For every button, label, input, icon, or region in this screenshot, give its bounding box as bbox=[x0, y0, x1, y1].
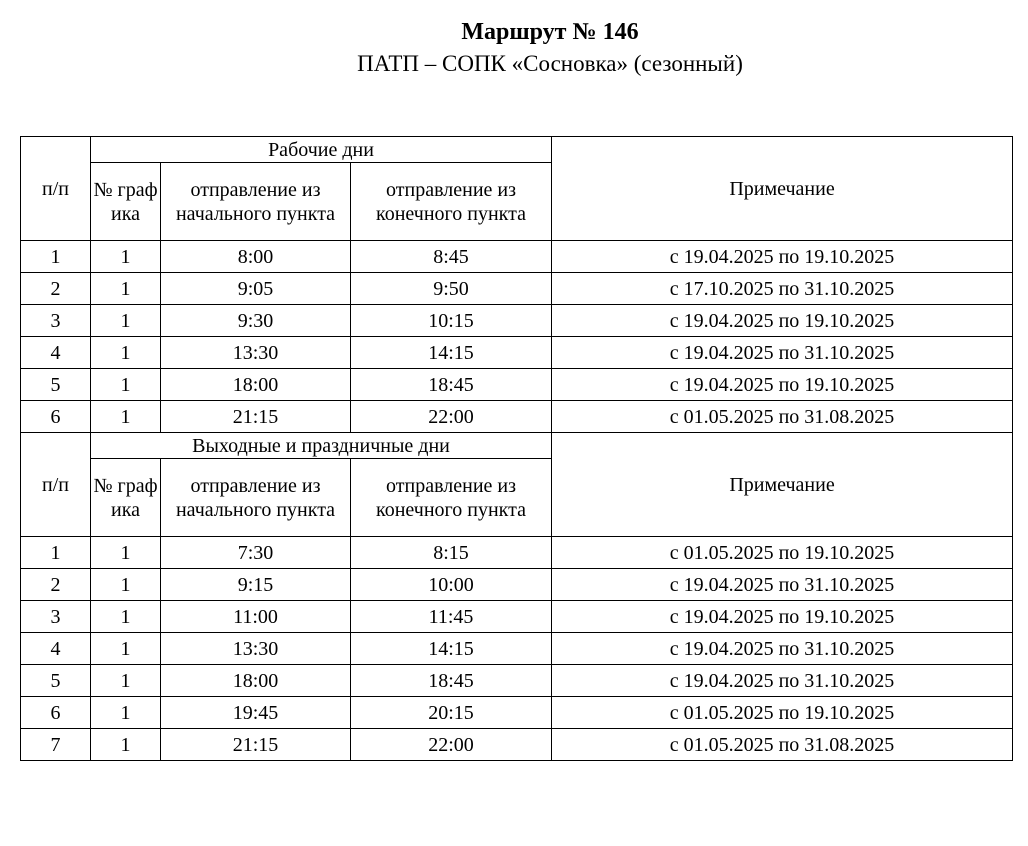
cell-schedule-no: 1 bbox=[91, 569, 161, 601]
cell-depart-start: 7:30 bbox=[161, 537, 351, 569]
schedule-table bbox=[20, 136, 1013, 761]
cell-schedule-no: 1 bbox=[91, 633, 161, 665]
table-row bbox=[21, 401, 1013, 433]
table-row bbox=[21, 369, 1013, 401]
cell-schedule-no: 1 bbox=[91, 697, 161, 729]
table-row bbox=[21, 305, 1013, 337]
cell-number: 4 bbox=[21, 337, 91, 369]
cell-number: 5 bbox=[21, 665, 91, 697]
cell-depart-end: 14:15 bbox=[351, 337, 552, 369]
cell-number: 6 bbox=[21, 697, 91, 729]
cell-number: 3 bbox=[21, 601, 91, 633]
table-row bbox=[21, 273, 1013, 305]
cell-depart-start: 9:15 bbox=[161, 569, 351, 601]
table-row bbox=[21, 697, 1013, 729]
cell-schedule-no: 1 bbox=[91, 241, 161, 273]
cell-schedule-no: 1 bbox=[91, 305, 161, 337]
cell-depart-end: 18:45 bbox=[351, 665, 552, 697]
cell-schedule-no: 1 bbox=[91, 273, 161, 305]
cell-schedule-no: 1 bbox=[91, 537, 161, 569]
cell-number: 5 bbox=[21, 369, 91, 401]
column-header-depart-start: отправление из начального пункта bbox=[161, 459, 351, 537]
cell-note: с 19.04.2025 по 31.10.2025 bbox=[552, 569, 1013, 601]
cell-depart-start: 11:00 bbox=[161, 601, 351, 633]
cell-note: с 19.04.2025 по 19.10.2025 bbox=[552, 241, 1013, 273]
cell-number: 2 bbox=[21, 273, 91, 305]
cell-depart-end: 8:45 bbox=[351, 241, 552, 273]
cell-depart-start: 13:30 bbox=[161, 337, 351, 369]
cell-schedule-no: 1 bbox=[91, 337, 161, 369]
cell-depart-start: 21:15 bbox=[161, 401, 351, 433]
section-title: Рабочие дни bbox=[91, 137, 552, 163]
cell-note: с 01.05.2025 по 19.10.2025 bbox=[552, 537, 1013, 569]
table-row bbox=[21, 633, 1013, 665]
cell-depart-end: 8:15 bbox=[351, 537, 552, 569]
column-header-schedule-no: № граф ика bbox=[91, 163, 161, 241]
column-header-pp: п/п bbox=[21, 137, 91, 241]
page-subtitle: ПАТП – СОПК «Сосновка» (сезонный) bbox=[357, 51, 743, 76]
section-title: Выходные и праздничные дни bbox=[91, 433, 552, 459]
cell-note: с 19.04.2025 по 31.10.2025 bbox=[552, 337, 1013, 369]
cell-schedule-no: 1 bbox=[91, 401, 161, 433]
cell-depart-end: 22:00 bbox=[351, 729, 552, 761]
column-header-pp: п/п bbox=[21, 433, 91, 537]
column-header-depart-end: отправление из конечного пункта bbox=[351, 163, 552, 241]
table-row bbox=[21, 337, 1013, 369]
cell-depart-start: 9:30 bbox=[161, 305, 351, 337]
cell-depart-end: 20:15 bbox=[351, 697, 552, 729]
cell-depart-start: 9:05 bbox=[161, 273, 351, 305]
cell-number: 2 bbox=[21, 569, 91, 601]
cell-depart-start: 21:15 bbox=[161, 729, 351, 761]
cell-depart-end: 18:45 bbox=[351, 369, 552, 401]
cell-number: 1 bbox=[21, 537, 91, 569]
cell-note: с 01.05.2025 по 19.10.2025 bbox=[552, 697, 1013, 729]
cell-note: с 19.04.2025 по 19.10.2025 bbox=[552, 305, 1013, 337]
table-row bbox=[21, 601, 1013, 633]
cell-depart-end: 22:00 bbox=[351, 401, 552, 433]
cell-note: с 19.04.2025 по 19.10.2025 bbox=[552, 601, 1013, 633]
table-row bbox=[21, 241, 1013, 273]
cell-depart-end: 11:45 bbox=[351, 601, 552, 633]
table-row bbox=[21, 537, 1013, 569]
cell-note: с 19.04.2025 по 31.10.2025 bbox=[552, 665, 1013, 697]
cell-note: с 19.04.2025 по 19.10.2025 bbox=[552, 369, 1013, 401]
column-header-note: Примечание bbox=[552, 137, 1013, 241]
cell-depart-end: 9:50 bbox=[351, 273, 552, 305]
column-header-schedule-no: № граф ика bbox=[91, 459, 161, 537]
table-row bbox=[21, 569, 1013, 601]
cell-depart-end: 14:15 bbox=[351, 633, 552, 665]
cell-number: 3 bbox=[21, 305, 91, 337]
column-header-depart-start: отправление из начального пункта bbox=[161, 163, 351, 241]
page-title: Маршрут № 146 bbox=[461, 19, 639, 45]
cell-depart-start: 18:00 bbox=[161, 369, 351, 401]
table-row bbox=[21, 665, 1013, 697]
cell-note: с 01.05.2025 по 31.08.2025 bbox=[552, 401, 1013, 433]
cell-note: с 17.10.2025 по 31.10.2025 bbox=[552, 273, 1013, 305]
cell-depart-end: 10:00 bbox=[351, 569, 552, 601]
cell-number: 4 bbox=[21, 633, 91, 665]
column-header-note: Примечание bbox=[552, 433, 1013, 537]
cell-note: с 19.04.2025 по 31.10.2025 bbox=[552, 633, 1013, 665]
cell-depart-start: 19:45 bbox=[161, 697, 351, 729]
column-header-depart-end: отправление из конечного пункта bbox=[351, 459, 552, 537]
section-header-row bbox=[21, 433, 1013, 459]
cell-schedule-no: 1 bbox=[91, 369, 161, 401]
cell-schedule-no: 1 bbox=[91, 601, 161, 633]
cell-depart-start: 13:30 bbox=[161, 633, 351, 665]
cell-depart-end: 10:15 bbox=[351, 305, 552, 337]
table-row bbox=[21, 729, 1013, 761]
cell-number: 7 bbox=[21, 729, 91, 761]
cell-depart-start: 8:00 bbox=[161, 241, 351, 273]
cell-depart-start: 18:00 bbox=[161, 665, 351, 697]
schedule-body bbox=[21, 137, 1013, 761]
cell-schedule-no: 1 bbox=[91, 665, 161, 697]
cell-number: 1 bbox=[21, 241, 91, 273]
section-header-row bbox=[21, 137, 1013, 163]
cell-schedule-no: 1 bbox=[91, 729, 161, 761]
cell-note: с 01.05.2025 по 31.08.2025 bbox=[552, 729, 1013, 761]
cell-number: 6 bbox=[21, 401, 91, 433]
